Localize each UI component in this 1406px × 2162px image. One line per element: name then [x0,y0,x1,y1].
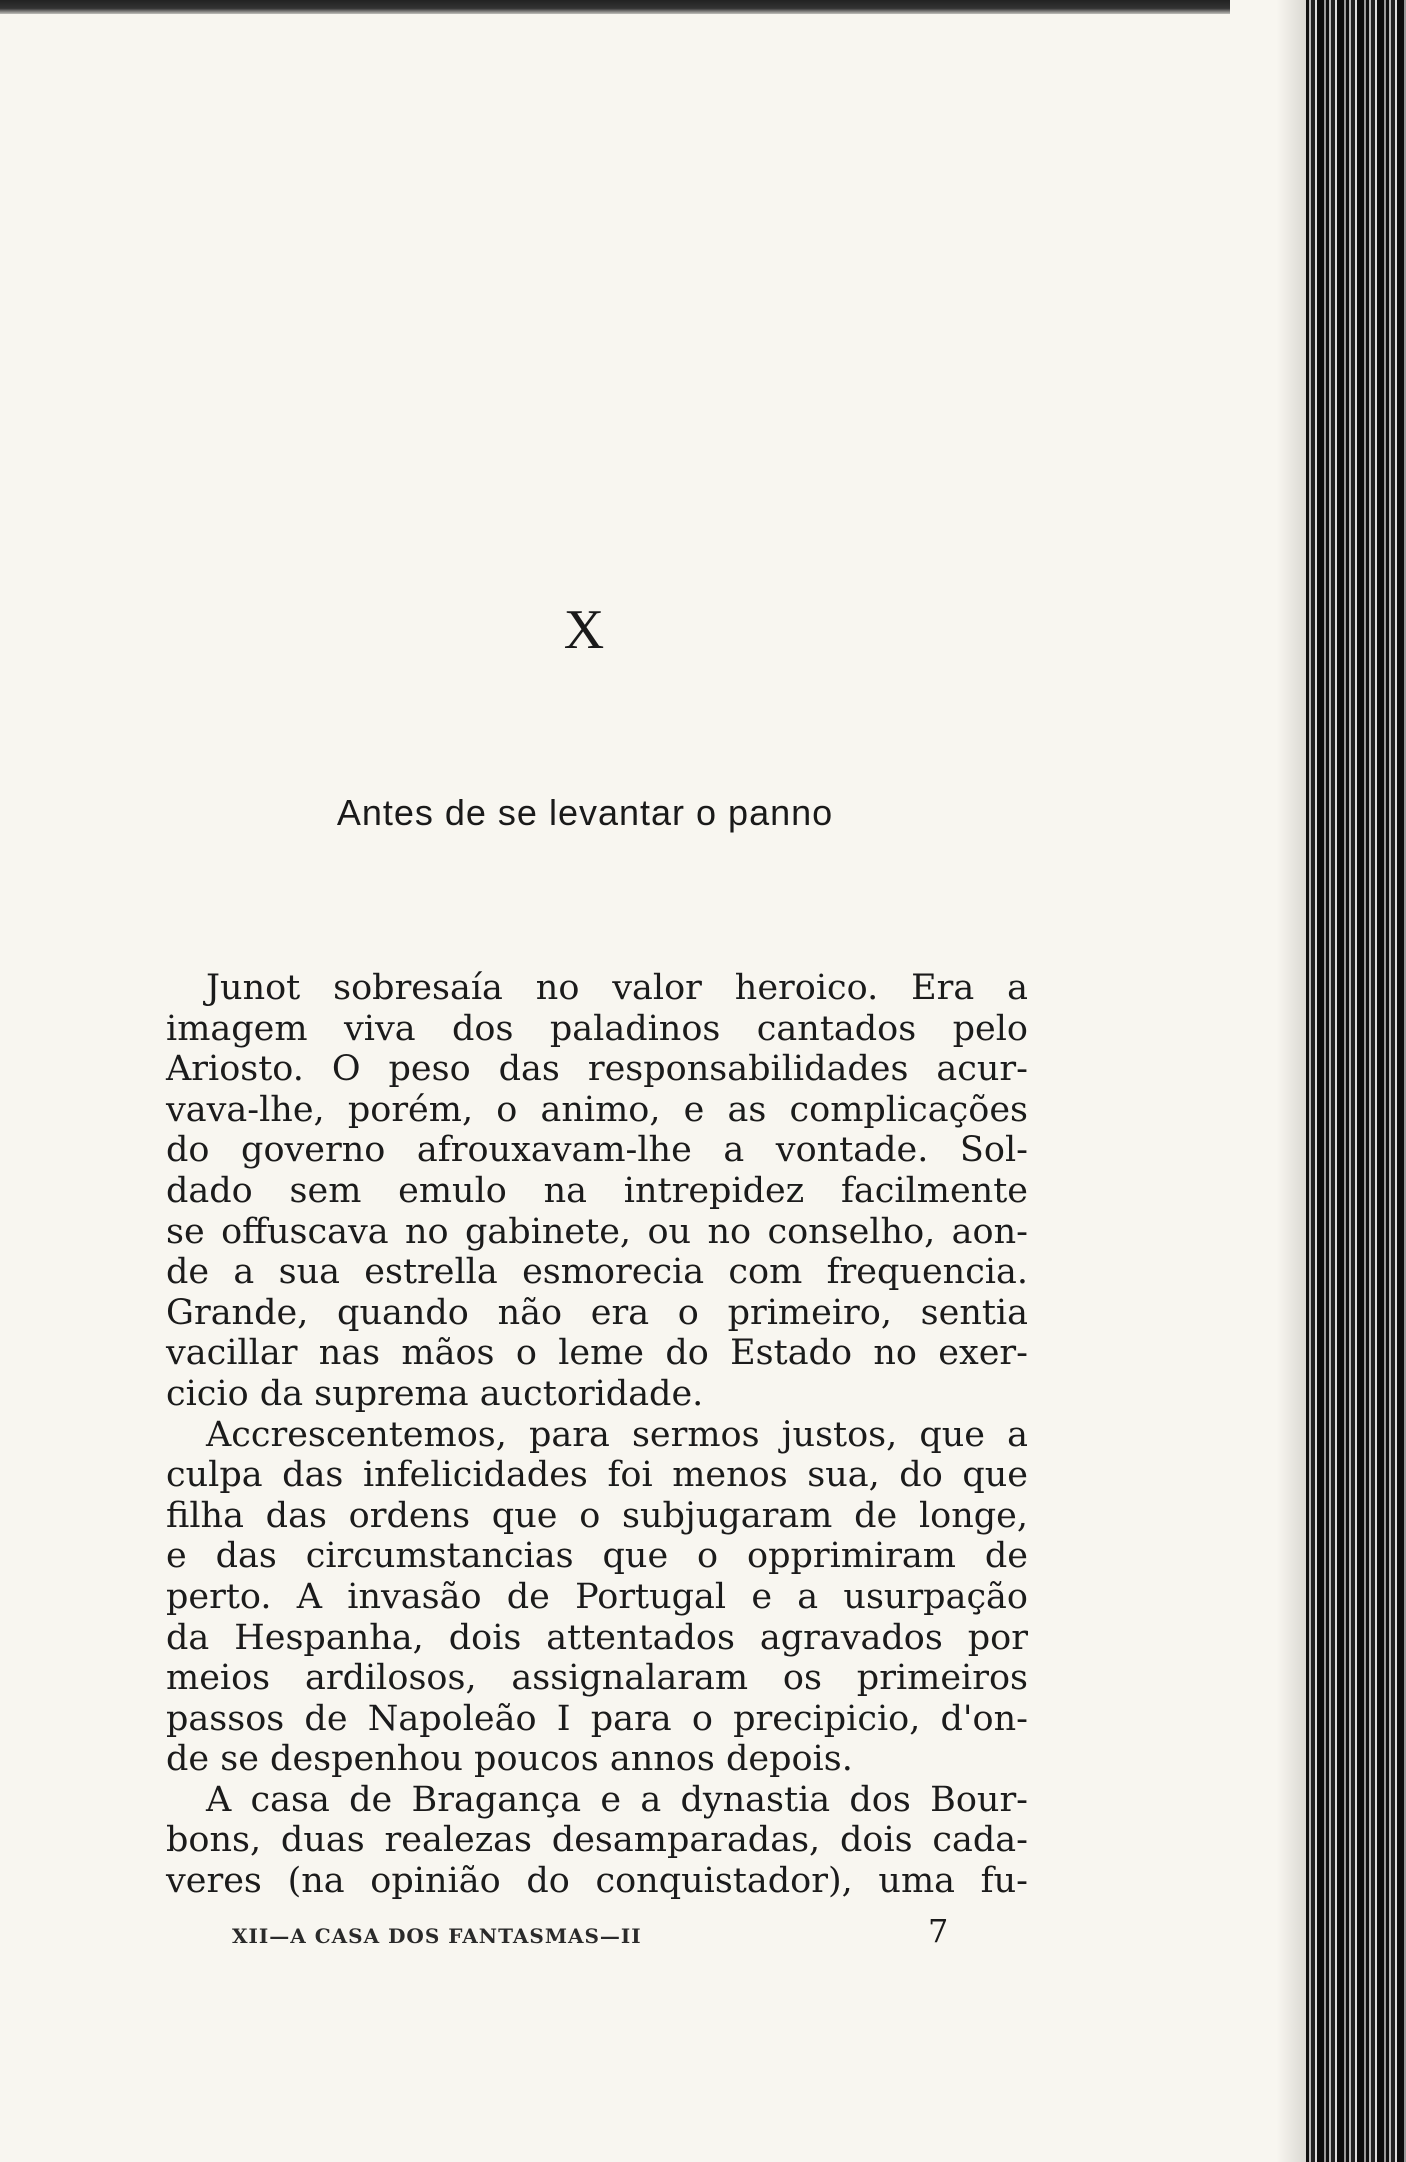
text-line: da Hespanha, dois attentados agravados por [166,1617,1028,1658]
text-line: Accrescentemos, para sermos justos, que a [206,1414,1028,1455]
signature-number: 7 [928,1912,949,1950]
text-line: Grande, quando não era o primeiro, sentia [166,1292,1028,1333]
binding-shadow [1276,0,1306,2162]
text-line: perto. A invasão de Portugal e a usurpação [166,1576,1028,1617]
text-line: culpa das infelicidades foi menos sua, do que [166,1455,1028,1496]
book-binding-edge [1306,0,1406,2162]
text-line: Junot sobresaía no valor heroico. Era a [206,968,1028,1008]
text-line: e das circumstancias que o opprimiram de [166,1536,1028,1577]
text-line: se offuscava no gabinete, ou no conselho, aon- [166,1211,1028,1252]
printer-signature: XII—A CASA DOS FANTASMAS—II [232,1924,642,1948]
chapter-title: Antes de se levantar o panno [336,792,834,833]
text-line: veres (na opinião do conquistador), uma fu- [166,1861,1028,1902]
text-line: vacillar nas mãos o leme do Estado no exer- [166,1333,1028,1374]
text-line: dado sem emulo na intrepidez facilmente [166,1170,1028,1211]
text-line: vava-lhe, porém, o animo, e as complicações [166,1089,1028,1130]
text-line: cicio da suprema auctoridade. [166,1373,704,1414]
text-line: Ariosto. O peso das responsabilidades acur- [166,1049,1028,1090]
text-line: imagem viva dos paladinos cantados pelo [166,1008,1028,1049]
text-line: de se despenhou poucos annos depois. [166,1739,853,1780]
text-line: passos de Napoleão I para o precipicio, d'on- [166,1698,1028,1739]
text-line: do governo afrouxavam-lhe a vontade. Sol- [166,1130,1028,1171]
chapter-body-text [166,968,1028,1902]
chapter-number: X [563,599,607,661]
text-line: filha das ordens que o subjugaram de longe, [166,1495,1028,1536]
text-line: bons, duas realezas desamparadas, dois cada- [166,1820,1028,1861]
text-line: meios ardilosos, assignalaram os primeiros [166,1658,1028,1699]
top-edge-rule [0,0,1230,14]
text-line: de a sua estrella esmorecia com frequencia. [166,1252,1028,1293]
text-line: A casa de Bragança e a dynastia dos Bour- [206,1779,1028,1820]
